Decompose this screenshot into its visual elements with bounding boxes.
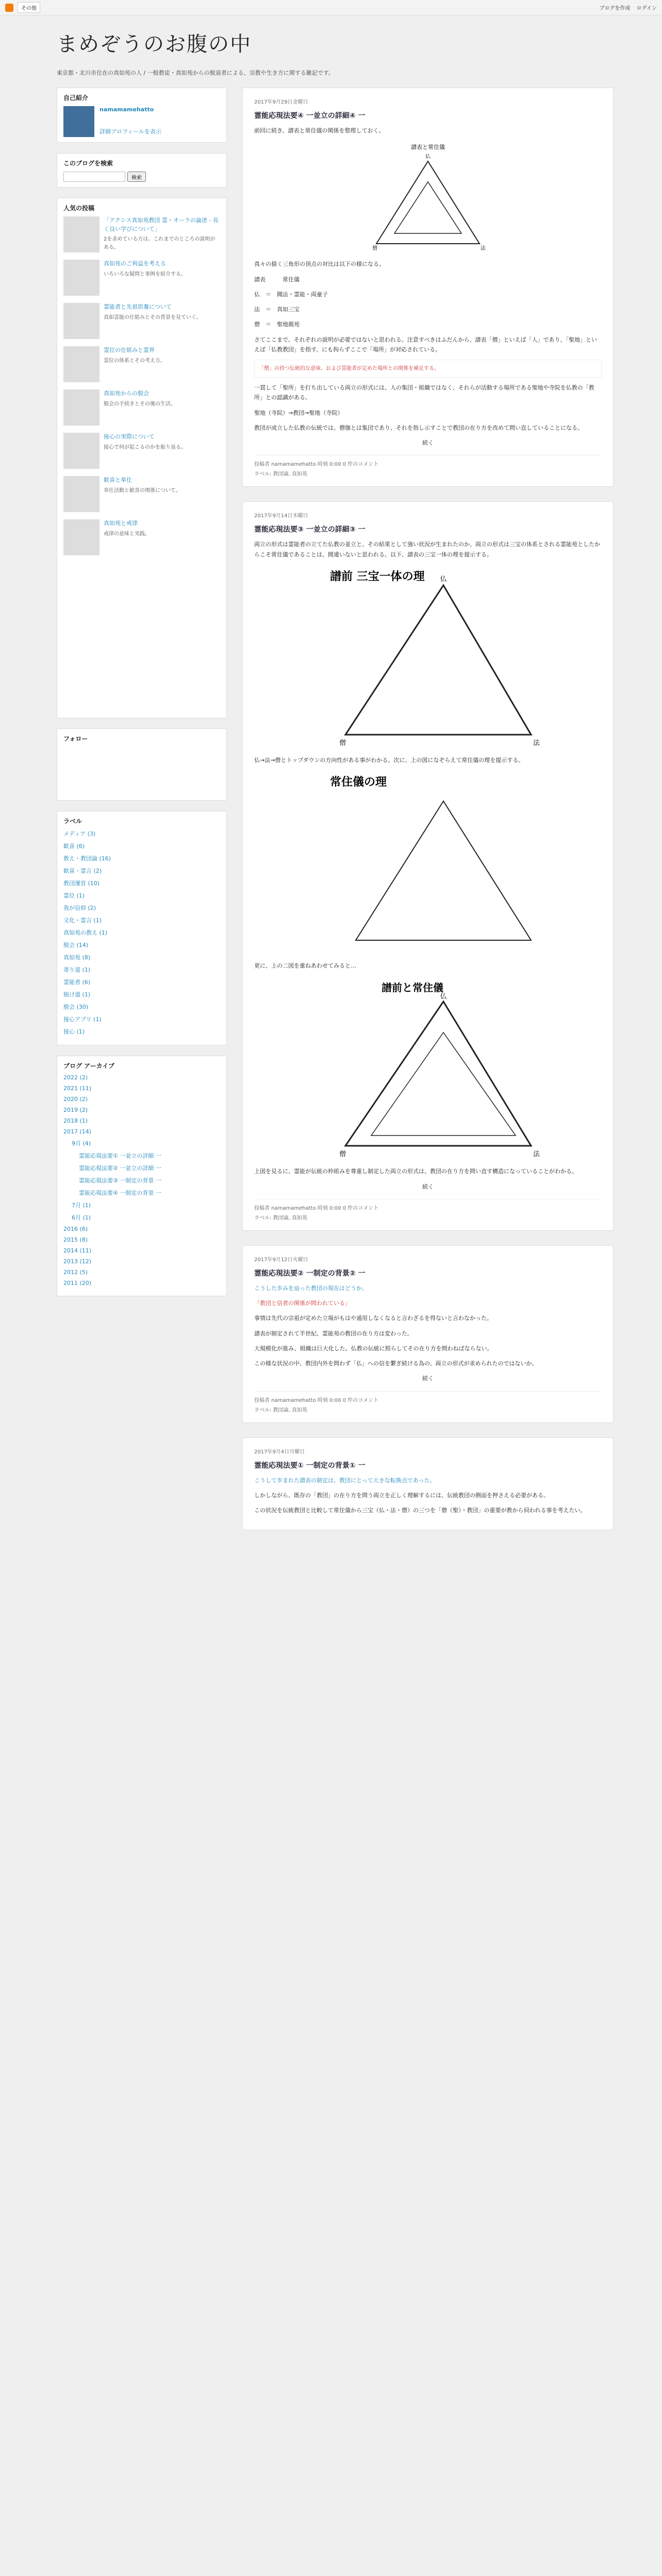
post-paragraph: この状況を伝統教団と比較して常住儀から三宝（仏・法・僧）の三つを「僧（聖）・教団」の重要が教から伺われる事を考えたい。 (254, 1507, 586, 1514)
post-paragraph: この様な状況の中、教団内外を問わず「仏」への信を繋ぎ続ける為の、両立の形式が求められたのではないか。 (254, 1360, 538, 1367)
label-link[interactable]: 教え・教団論 (16) (63, 855, 111, 862)
label-link[interactable]: 脱会 (30) (63, 1004, 89, 1010)
archive-link[interactable]: 2018 (1) (63, 1117, 88, 1124)
post-paragraph: しかしながら、既存の「教団」の在り方を問う両立を正しく理解するには、伝統教団の側面を押さえる必要がある。 (254, 1492, 549, 1499)
search-heading: このブログを検索 (63, 160, 113, 167)
post-title[interactable]: 霊能応現法要③ 一並立の詳細③ 一 (254, 526, 366, 534)
diagram-title: 常住儀の理 (330, 776, 387, 789)
triangle-diagram (315, 565, 541, 750)
triangle-diagram (315, 976, 541, 1161)
continued-text: 続く (422, 439, 434, 446)
archive-link[interactable]: 2014 (11) (63, 1247, 92, 1254)
svg-text:法: 法 (481, 246, 486, 252)
post-paragraph: 聖地（寺院）→教団→聖地（寺院） (254, 409, 343, 416)
popular-post-title[interactable]: 真如苑からの脱会 (104, 390, 149, 397)
post-paragraph: 真々の描く三角形の頂点の対比は以下の様になる。 (254, 261, 385, 268)
follow-heading: フォロー (63, 735, 88, 742)
search-button[interactable]: 検索 (127, 172, 146, 182)
blog-description: 東京都・北川市住在の真如苑の人 / 一般教徒・真如苑からの脱退者による、宗教や生き方に関する雑記です。 (57, 70, 334, 76)
archive-link[interactable]: 7月 (1) (72, 1202, 91, 1209)
svg-text:僧: 僧 (339, 1150, 346, 1159)
avatar[interactable] (63, 106, 94, 137)
popular-post-title[interactable]: 霊位の仕組みと霊界 (104, 347, 155, 353)
profile-detail-link[interactable]: 詳細プロフィールを表示 (100, 128, 161, 135)
post-date: 2017年9月29日金曜日 (254, 99, 308, 105)
popular-post-item[interactable] (63, 346, 220, 382)
post-footer: 投稿者 namamamehatto 時刻 0:00 0 件のコメント (254, 462, 379, 468)
post-thumbnail[interactable] (63, 433, 100, 469)
post-thumbnail[interactable] (63, 346, 100, 382)
post-paragraph: こうして歩まれた譜表の制定は、教団にとって大きな転換点であった。 (254, 1477, 436, 1484)
main-content (242, 88, 614, 1545)
diagram-title: 譜表と常住儀 (411, 144, 445, 151)
label-link[interactable]: 脱会 (14) (63, 942, 89, 948)
post-paragraph: 前回に続き、譜表と常住儀の関係を整理しておく。 (254, 127, 385, 134)
label-link[interactable]: 真如苑 (8) (63, 954, 91, 961)
post-thumbnail[interactable] (63, 303, 100, 339)
post (242, 88, 614, 487)
popular-post-snippet: 真如霊能の仕組みとその背景を見ていく。 (104, 314, 202, 320)
post-paragraph: 教団が成立した仏教の伝統では、僧伽とは集団であり、それを指し示すことで教団の在り方を改めて問い直していることになる。 (254, 424, 583, 431)
archive-link[interactable]: 9月 (4) (72, 1140, 91, 1147)
archive-link[interactable]: 霊能応現法要② 一並立の詳細 一 (79, 1165, 161, 1172)
list-title: 譜表 常住儀 (254, 276, 300, 283)
archive-link[interactable]: 2019 (2) (63, 1107, 88, 1113)
labels-widget (57, 811, 227, 1045)
post-footer: 投稿者 namamamehatto 時刻 0:00 0 件のコメント (254, 1205, 379, 1211)
svg-text:法: 法 (533, 739, 540, 747)
top-navbar (0, 0, 662, 15)
popular-post-snippet: 接心で何が起こるのかを振り返る。 (104, 444, 186, 450)
popular-post-title[interactable]: 歓喜と奉仕 (104, 477, 132, 483)
label-link[interactable]: 寄り道 (1) (63, 967, 91, 973)
archive-link[interactable]: 霊能応現法要① 一並立の詳細 一 (79, 1153, 161, 1159)
post-paragraph: 更に、上の二図を重ねあわせてみると… (254, 962, 356, 969)
label-link[interactable]: 霊能者 (6) (63, 979, 91, 986)
blogger-logo-icon[interactable] (5, 4, 13, 12)
label-link[interactable]: 脱け道 (1) (63, 991, 91, 998)
archive-link[interactable]: 2017 (14) (63, 1128, 92, 1135)
post-thumbnail[interactable] (63, 260, 100, 296)
post (242, 501, 614, 1231)
popular-post-title[interactable]: 霊能者と先祖供養について (104, 303, 172, 310)
post-date: 2017年9月4日月曜日 (254, 1449, 305, 1455)
archive-link[interactable]: 2012 (5) (63, 1269, 88, 1276)
post-paragraph: 一貫して「聖所」を打ち出している両立の形式には、人の集団・組織ではなく、それらが活動する場所である聖地や寺院を仏教の「教所」との認識がある。 (254, 384, 594, 401)
archive-link[interactable]: 2011 (20) (63, 1280, 92, 1286)
label-link[interactable]: 接心 (1) (63, 1028, 85, 1035)
popular-post-item[interactable] (63, 303, 220, 339)
archive-link[interactable]: 6月 (1) (72, 1214, 91, 1221)
triangle-diagram (361, 141, 495, 254)
post-title[interactable]: 霊能応現法要① 一制定の背景① 一 (254, 1461, 366, 1470)
label-link[interactable]: 霊位 (1) (63, 892, 85, 899)
post-paragraph: さてここまで、それぞれの説明が必要ではないと思われる。注意すべきはふだんから、譜表「僧」といえば「人」であり、「聖地」といえば「仏教教団」を指す。にも拘らずここで「場所」が対応されている。 (254, 336, 598, 353)
archive-link[interactable]: 2022 (2) (63, 1074, 88, 1081)
archive-heading: ブログ アーカイブ (63, 1062, 114, 1070)
post-footer: 投稿者 namamamehatto 時刻 0:00 0 件のコメント (254, 1397, 379, 1403)
more-menu-button[interactable]: その他 (18, 2, 40, 13)
create-blog-link[interactable]: ブログを作成 (599, 6, 631, 11)
profile-heading: 自己紹介 (63, 94, 89, 101)
svg-text:僧: 僧 (339, 739, 346, 747)
popular-heading: 人気の投稿 (63, 205, 95, 212)
archive-link[interactable]: 霊能応現法要④ 一制定の背景 一 (79, 1190, 161, 1196)
popular-post-item[interactable] (63, 216, 220, 252)
post-paragraph: 両立の形式は霊能者の立てた仏教の並立と、その結果として強い状況が生まれたのか、両立の形式は三宝の体系とされる霊能苑としたからこそ常住儀であることは、間違いないと思われる。以下、譜表の三宝一体の理を提示する。 (254, 541, 600, 558)
post-title[interactable]: 霊能応現法要④ 一並立の詳細④ 一 (254, 112, 366, 120)
label-link[interactable]: 我が信仰 (2) (63, 905, 96, 911)
post-thumbnail[interactable] (63, 476, 100, 512)
profile-name-link[interactable]: namamamehatto (100, 106, 154, 113)
diagram-title: 譜前 三宝一体の理 (330, 570, 425, 583)
svg-text:仏: 仏 (440, 993, 447, 1001)
popular-post-item[interactable] (63, 260, 220, 296)
search-input[interactable] (63, 172, 125, 182)
label-link[interactable]: 歓喜・霊言 (2) (63, 868, 102, 874)
post-paragraph: 大規模化が進み、組織は巨大化した。仏教の伝統に照らしてその在り方を問わねばならない。 (254, 1345, 493, 1352)
list-item: 仏 ＝ 聞法・霊能・両童子 (254, 291, 328, 298)
archive-link[interactable]: 2013 (12) (63, 1258, 92, 1265)
archive-link[interactable]: 2020 (2) (63, 1096, 88, 1103)
post (242, 1437, 614, 1531)
svg-text:法: 法 (533, 1150, 540, 1159)
triangle-diagram (315, 770, 541, 956)
post-labels[interactable]: ラベル: 教団論, 真如苑 (254, 1407, 307, 1413)
archive-link[interactable]: 2015 (8) (63, 1236, 88, 1243)
popular-post-snippet: 戒律の意味と実践。 (104, 531, 150, 537)
label-link[interactable]: 歓喜 (6) (63, 843, 85, 850)
popular-post-snippet: 霊位の体系とその考え方。 (104, 358, 166, 364)
popular-posts-widget (57, 198, 227, 718)
blog-header (0, 15, 662, 88)
popular-post-item[interactable] (63, 389, 220, 426)
archive-link[interactable]: 2016 (6) (63, 1226, 88, 1232)
post-paragraph: 事情は先代の宗祖が定めた立場がもはや通用しなくなると言わざるを得ないと言わなかった。 (254, 1315, 492, 1322)
diagram-title: 譜前と常住儀 (382, 981, 443, 994)
popular-post-title[interactable]: 「アクシス真如苑教団 霊・オーラの論述 - 長く良い学びについて」 (104, 217, 219, 232)
popular-post-snippet: 2を求めている方は、これまでのところの説明がある。 (104, 236, 216, 250)
list-item: 法 ＝ 真如三宝 (254, 306, 300, 313)
continued-text: 続く (422, 1183, 434, 1190)
post-paragraph: 譜表が制定されて半世紀、霊能苑の教団の在り方は変わった。 (254, 1330, 413, 1337)
post-paragraph: 仏→法→僧とトップダウンの方向性がある事がわかる。次に、上の図になぞらえて常住儀の理を提示する。 (254, 756, 524, 764)
popular-post-title[interactable]: 真如苑と戒律 (104, 520, 138, 527)
post-paragraph: こうした歩みを辿った教団の現在はどうか。 (254, 1284, 368, 1292)
popular-post-item[interactable] (63, 433, 220, 469)
quote-text: 「教団と信者の関係が問われている」 (254, 1300, 351, 1307)
label-link[interactable]: 接心アプリ (1) (63, 1016, 102, 1023)
labels-heading: ラベル (63, 818, 82, 825)
archive-link[interactable]: 2021 (11) (63, 1085, 92, 1092)
popular-post-title[interactable]: 接心の実際について (104, 433, 155, 440)
post-date: 2017年9月12日火曜日 (254, 1257, 308, 1263)
list-item: 僧 ＝ 聖地親苑 (254, 321, 300, 328)
svg-text:仏: 仏 (440, 575, 447, 583)
post-thumbnail[interactable] (63, 389, 100, 426)
popular-post-item[interactable] (63, 519, 220, 555)
post-title[interactable]: 霊能応現法要② 一制定の背景② 一 (254, 1269, 366, 1278)
popular-post-snippet: 奉仕活動と歓喜の関係について。 (104, 487, 181, 494)
label-link[interactable]: 教団運営 (10) (63, 880, 100, 887)
popular-post-item[interactable] (63, 476, 220, 512)
sidebar (57, 88, 227, 1545)
archive-widget (57, 1056, 227, 1296)
post (242, 1245, 614, 1423)
popular-post-snippet: 脱会の手続きとその後の生活。 (104, 401, 176, 407)
svg-text:仏: 仏 (425, 154, 431, 160)
note-box: 「僧」の持つ伝統的な意味、および霊能者が定めた場所との関係を補足する。 (254, 360, 602, 378)
continued-text: 続く (422, 1375, 434, 1382)
label-link[interactable]: メディア (3) (63, 831, 96, 837)
label-link[interactable]: 真如苑の教え (1) (63, 929, 108, 936)
post-paragraph: 上図を見るに、霊能が伝統の枠組みを尊重し制定した両立の形式は、教団の在り方を問い直す構造になっていることがわかる。 (254, 1168, 577, 1175)
popular-post-snippet: いろいろな疑問と事例を紹介する。 (104, 271, 186, 277)
post-labels[interactable]: ラベル: 教団論, 真如苑 (254, 1215, 307, 1221)
blog-title[interactable]: まめぞうのお腹の中 (57, 32, 252, 56)
post-date: 2017年9月14日木曜日 (254, 513, 308, 519)
popular-post-title[interactable]: 真如苑のご利益を考える (104, 260, 166, 267)
profile-widget (57, 88, 227, 143)
follow-widget (57, 728, 227, 801)
archive-link[interactable]: 霊能応現法要③ 一制定の背景 一 (79, 1177, 161, 1184)
login-link[interactable]: ログイン (636, 6, 657, 11)
label-link[interactable]: 文化・霊言 (1) (63, 917, 102, 924)
post-labels[interactable]: ラベル: 教団論, 真如苑 (254, 471, 307, 478)
search-widget (57, 153, 227, 188)
post-thumbnail[interactable] (63, 216, 100, 252)
svg-text:僧: 僧 (372, 246, 377, 252)
post-thumbnail[interactable] (63, 519, 100, 555)
